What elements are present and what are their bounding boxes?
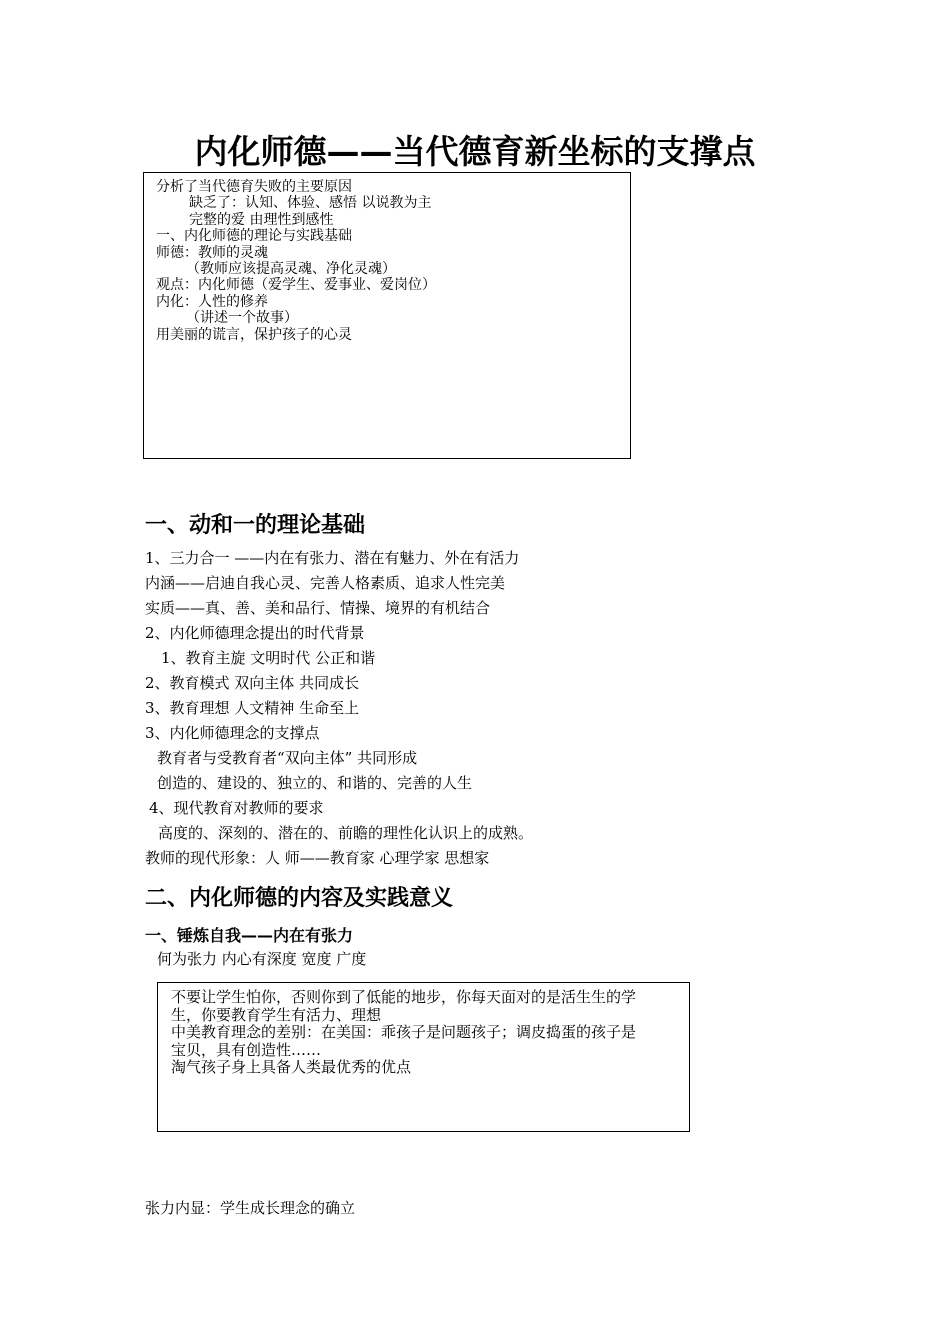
summary-line: 用美丽的谎言，保护孩子的心灵	[156, 326, 352, 343]
body-line: 1、教育主旋 文明时代 公正和谐	[161, 649, 376, 667]
section2-subheading: 一、锤炼自我——内在有张力	[145, 926, 354, 945]
summary-line: 分析了当代德育失败的主要原因	[156, 179, 352, 195]
section2-intro: 何为张力 内心有深度 宽度 广度	[157, 950, 367, 968]
summary-line: 缺乏了：认知、体验、感悟 以说教为主	[189, 195, 432, 212]
summary-box	[143, 172, 631, 459]
section1-body	[145, 546, 533, 871]
document-title: 内化师德——当代德育新坐标的支撑点	[194, 132, 756, 171]
summary-line: （讲述一个故事）	[186, 310, 298, 327]
quote-line: 不要让学生怕你，否则你到了低能的地步，你每天面对的是活生生的学	[171, 988, 637, 1006]
body-line: 高度的、深刻的、潜在的、前瞻的理性化认识上的成熟。	[158, 824, 534, 842]
summary-line: 完整的爱 由理性到感性	[189, 211, 334, 228]
summary-line: 一、内化师德的理论与实践基础	[156, 228, 352, 245]
body-line: 3、内化师德理念的支撑点	[145, 724, 320, 742]
quote-line: 淘气孩子身上具备人类最优秀的优点	[171, 1058, 412, 1077]
summary-line: 观点：内化师德（爱学生、爱事业、爱岗位）	[156, 277, 436, 294]
quote-line: 中美教育理念的差别：在美国：乖孩子是问题孩子；调皮捣蛋的孩子是	[171, 1023, 637, 1042]
body-line: 内涵——启迪自我心灵、完善人格素质、追求人性完美	[145, 574, 506, 592]
summary-line: （教师应该提高灵魂、净化灵魂）	[186, 261, 396, 278]
quote-line: 生，你要教育学生有活力、理想	[171, 1005, 382, 1024]
section1-heading: 一、动和一的理论基础	[145, 513, 366, 538]
body-line: 3、教育理想 人文精神 生命至上	[145, 699, 360, 717]
closing-line: 张力内显：学生成长理念的确立	[145, 1199, 356, 1217]
section2-heading: 二、内化师德的内容及实践意义	[145, 886, 454, 911]
body-line: 实质——真、善、美和品行、情操、境界的有机结合	[145, 599, 491, 617]
summary-line: 师德：教师的灵魂	[156, 244, 268, 261]
quote-line: 宝贝，具有创造性……	[171, 1040, 322, 1059]
summary-line: 内化：人性的修养	[156, 293, 268, 310]
body-line: 4、现代教育对教师的要求	[149, 799, 324, 817]
body-line: 教师的现代形象：人 师——教育家 心理学家 思想家	[145, 849, 490, 867]
body-line: 2、内化师德理念提出的时代背景	[145, 624, 365, 642]
body-line: 2、教育模式 双向主体 共同成长	[145, 674, 360, 692]
quote-box	[157, 982, 690, 1132]
body-line: 创造的、建设的、独立的、和谐的、完善的人生	[157, 774, 473, 792]
body-line: 教育者与受教育者“双向主体” 共同形成	[157, 749, 418, 767]
body-line: 1、三力合一 ——内在有张力、潜在有魅力、外在有活力	[145, 549, 520, 567]
